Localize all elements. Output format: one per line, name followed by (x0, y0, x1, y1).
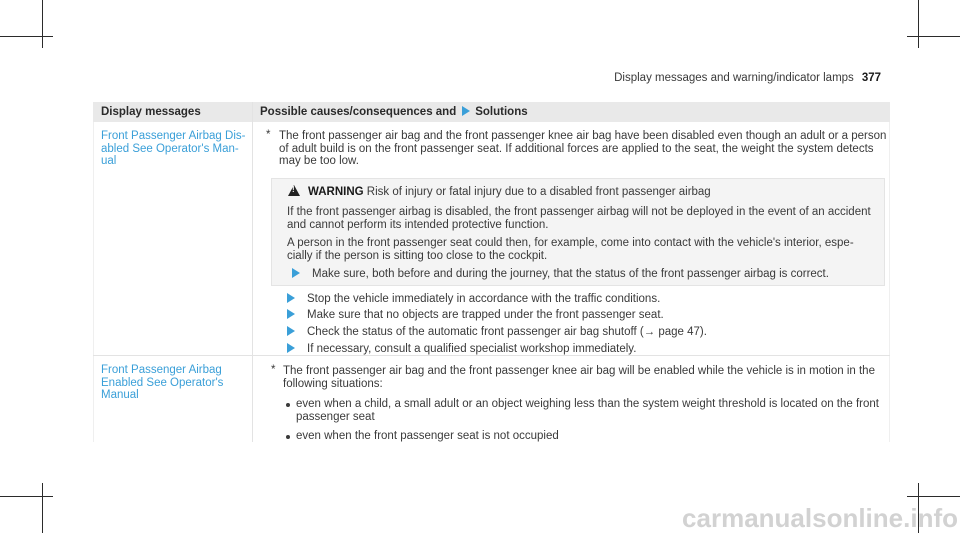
bullet-item (296, 430, 559, 443)
col-header-causes-label: Possible causes/consequences and (260, 106, 457, 118)
warning-paragraph (287, 206, 871, 231)
table-border-left (93, 122, 94, 442)
bullet-dot (286, 435, 290, 439)
solution-step (287, 343, 636, 356)
message-line: abled See Operator's Man- (101, 142, 239, 155)
solution-step (287, 293, 660, 306)
step-arrow-icon (287, 343, 295, 353)
message-line: Front Passenger Airbag Dis- (101, 130, 246, 142)
cause-line: The front passenger air bag and the front passenger knee air bag have been disabled even though an adult or a person (279, 130, 887, 142)
equipment-star: * (271, 364, 276, 376)
equipment-star: * (266, 129, 271, 141)
warning-heading (288, 185, 711, 198)
step-arrow-icon (287, 309, 295, 319)
message-line: Enabled See Operator's (101, 376, 224, 389)
crop-mark (42, 0, 43, 48)
page-number: 377 (861, 72, 881, 84)
step-arrow-icon (287, 326, 295, 336)
bullet-dot (286, 403, 290, 407)
message-line: Manual (101, 389, 139, 401)
warning-step (292, 268, 829, 281)
step-arrow-icon (287, 293, 295, 303)
warning-box (271, 178, 885, 286)
warning-line: and cannot perform its intended protective function. (287, 218, 549, 231)
crop-mark (42, 483, 43, 533)
display-message (101, 364, 249, 402)
table-border-right (889, 122, 890, 442)
column-divider (252, 102, 253, 442)
watermark (560, 500, 960, 533)
solution-step-text: Make sure that no objects are trapped under the front passenger seat. (307, 309, 664, 321)
bullet-line: even when a child, a small adult or an object weighing less than the system weight threshold is located on the front (296, 398, 880, 410)
solution-step-text: Stop the vehicle immediately in accordance with the traffic conditions. (307, 293, 661, 305)
solution-step-text: If necessary, consult a qualified specialist workshop immediately. (307, 343, 637, 355)
cause-line: may be too low. (279, 155, 359, 167)
crop-mark (907, 36, 960, 37)
page-header (614, 72, 881, 84)
warning-line: A person in the front passenger seat could then, for example, come into contact with the vehicle's interior, espe- (287, 237, 854, 249)
solution-step (287, 326, 707, 339)
crop-mark (0, 36, 53, 37)
cause-line: following situations: (283, 377, 383, 390)
col-header-causes (260, 106, 528, 118)
solution-step-text: Check the status of the automatic front passenger air bag shutoff (→ page 47). (307, 326, 707, 338)
display-message (101, 130, 249, 168)
cause-line: The front passenger air bag and the front passenger knee air bag will be enabled while the vehicle is in motion in the (283, 365, 875, 377)
warning-line: cially if the person is sitting too close to the cockpit. (287, 249, 548, 262)
warning-label: WARNING (308, 186, 364, 198)
table-header (93, 102, 890, 122)
warning-paragraph (287, 237, 854, 262)
cause-text (283, 365, 875, 390)
crop-mark (0, 496, 53, 497)
messages-table (93, 102, 890, 442)
svg-text:carmanualsonline.info: carmanualsonline.info (682, 503, 958, 533)
warning-title: Risk of injury or fatal injury due to a disabled front passenger airbag (366, 186, 711, 198)
col-header-solutions-label: Solutions (475, 106, 528, 118)
warning-line: If the front passenger airbag is disabled, the front passenger airbag will not be deployed in the event of an accident (287, 206, 871, 218)
solution-step (287, 309, 664, 322)
warning-triangle-icon (288, 185, 300, 196)
step-arrow-icon (292, 268, 300, 278)
solution-arrow-icon (462, 106, 470, 116)
bullet-line: passenger seat (296, 410, 375, 423)
bullet-line: even when the front passenger seat is not occupied (296, 430, 559, 442)
col-header-messages: Display messages (101, 106, 201, 118)
bullet-item (296, 398, 879, 423)
message-line: ual (101, 155, 117, 167)
crop-mark (918, 0, 919, 48)
crop-mark (907, 496, 960, 497)
running-title: Display messages and warning/indicator lamps (614, 72, 854, 84)
warning-step-text: Make sure, both before and during the journey, that the status of the front passenger airbag is correct. (312, 268, 829, 280)
cause-line: of adult build is on the front passenger seat. If additional forces are applied to the seat, the weight the system detects (279, 142, 874, 155)
message-line: Front Passenger Airbag (101, 364, 222, 376)
cause-text (279, 130, 886, 168)
